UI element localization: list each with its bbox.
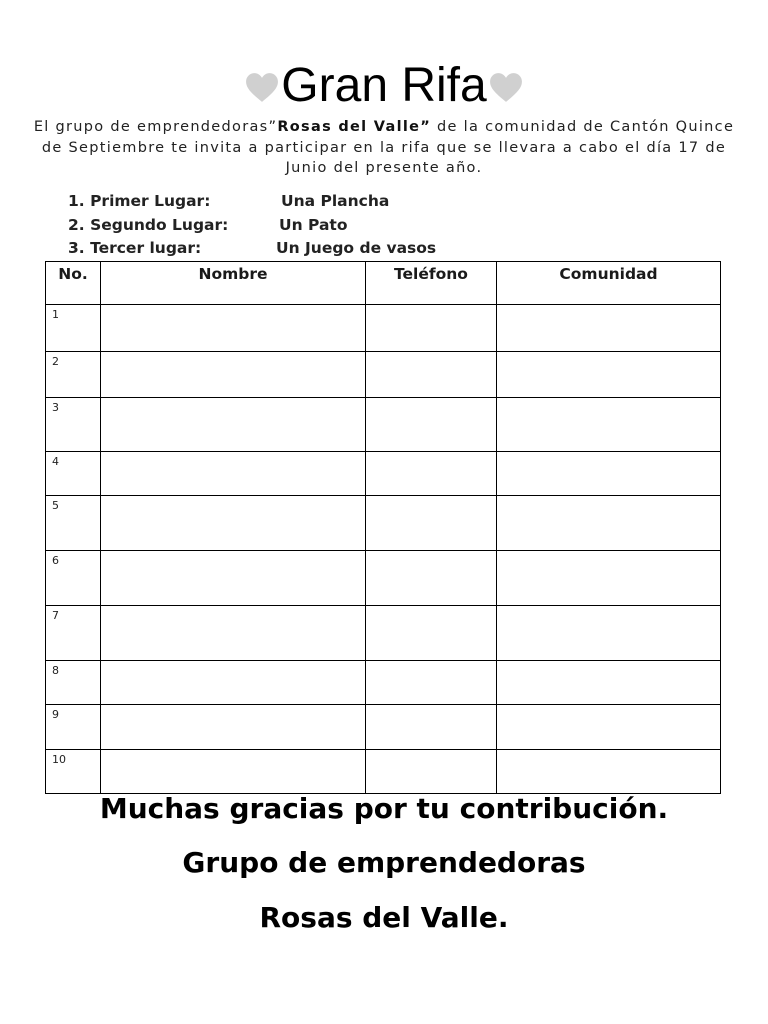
telefono-cell[interactable] xyxy=(366,496,497,551)
comunidad-cell[interactable] xyxy=(497,496,721,551)
nombre-cell[interactable] xyxy=(101,551,366,606)
telefono-cell[interactable] xyxy=(366,352,497,398)
table-row xyxy=(46,352,721,398)
heart-icon xyxy=(489,72,523,104)
table-row xyxy=(46,551,721,606)
telefono-cell[interactable] xyxy=(366,398,497,452)
telefono-cell[interactable] xyxy=(366,750,497,794)
group-name: Rosas del Valle” xyxy=(277,119,432,135)
comunidad-cell[interactable] xyxy=(497,305,721,352)
column-header-comunidad: Comunidad xyxy=(497,262,721,305)
row-number: 9 xyxy=(46,705,101,750)
row-number: 2 xyxy=(46,352,101,398)
nombre-cell[interactable] xyxy=(101,398,366,452)
telefono-cell[interactable] xyxy=(366,452,497,496)
invitation-part-2: de la comunidad de Cantón Quince de Septiembre te invita a participar en la rifa que se llevara a cabo el día 17 de Junio del presente año. xyxy=(41,119,735,176)
comunidad-cell[interactable] xyxy=(497,551,721,606)
column-header-telefono: Teléfono xyxy=(366,262,497,305)
comunidad-cell[interactable] xyxy=(497,661,721,705)
nombre-cell[interactable] xyxy=(101,750,366,794)
table-row xyxy=(46,750,721,794)
row-number: 6 xyxy=(46,551,101,606)
row-number: 10 xyxy=(46,750,101,794)
nombre-cell[interactable] xyxy=(101,606,366,661)
participants-table xyxy=(45,261,721,794)
prize-name: Una Plancha xyxy=(281,192,390,210)
telefono-cell[interactable] xyxy=(366,705,497,750)
title-row xyxy=(0,58,768,114)
nombre-cell[interactable] xyxy=(101,661,366,705)
row-number: 5 xyxy=(46,496,101,551)
table-row xyxy=(46,661,721,705)
invitation-part-1: El grupo de emprendedoras” xyxy=(33,119,278,135)
column-header-no: No. xyxy=(46,262,101,305)
nombre-cell[interactable] xyxy=(101,305,366,352)
telefono-cell[interactable] xyxy=(366,661,497,705)
row-number: 3 xyxy=(46,398,101,452)
table-row xyxy=(46,305,721,352)
nombre-cell[interactable] xyxy=(101,705,366,750)
comunidad-cell[interactable] xyxy=(497,750,721,794)
prize-name: Un Juego de vasos xyxy=(276,239,437,257)
row-number: 1 xyxy=(46,305,101,352)
prize-place: 1. Primer Lugar: xyxy=(68,192,211,210)
closing-thanks: Muchas gracias por tu contribución. xyxy=(99,792,669,825)
comunidad-cell[interactable] xyxy=(497,452,721,496)
table-row xyxy=(46,398,721,452)
closing-group: Grupo de emprendedoras xyxy=(182,846,586,879)
comunidad-cell[interactable] xyxy=(497,398,721,452)
comunidad-cell[interactable] xyxy=(497,352,721,398)
telefono-cell[interactable] xyxy=(366,305,497,352)
prize-place: 2. Segundo Lugar: xyxy=(68,216,229,234)
nombre-cell[interactable] xyxy=(101,496,366,551)
heart-icon xyxy=(245,72,279,104)
row-number: 8 xyxy=(46,661,101,705)
comunidad-cell[interactable] xyxy=(497,705,721,750)
telefono-cell[interactable] xyxy=(366,606,497,661)
page-title: Gran Rifa xyxy=(281,59,487,112)
nombre-cell[interactable] xyxy=(101,452,366,496)
table-row xyxy=(46,705,721,750)
nombre-cell[interactable] xyxy=(101,352,366,398)
invitation-text xyxy=(30,117,738,179)
telefono-cell[interactable] xyxy=(366,551,497,606)
closing-group-name: Rosas del Valle. xyxy=(259,901,509,934)
table-header-row xyxy=(46,262,721,305)
comunidad-cell[interactable] xyxy=(497,606,721,661)
table-row xyxy=(46,606,721,661)
row-number: 4 xyxy=(46,452,101,496)
prize-place: 3. Tercer lugar: xyxy=(68,239,202,257)
prize-name: Un Pato xyxy=(279,216,348,234)
table-row xyxy=(46,452,721,496)
row-number: 7 xyxy=(46,606,101,661)
column-header-nombre: Nombre xyxy=(101,262,366,305)
table-row xyxy=(46,496,721,551)
